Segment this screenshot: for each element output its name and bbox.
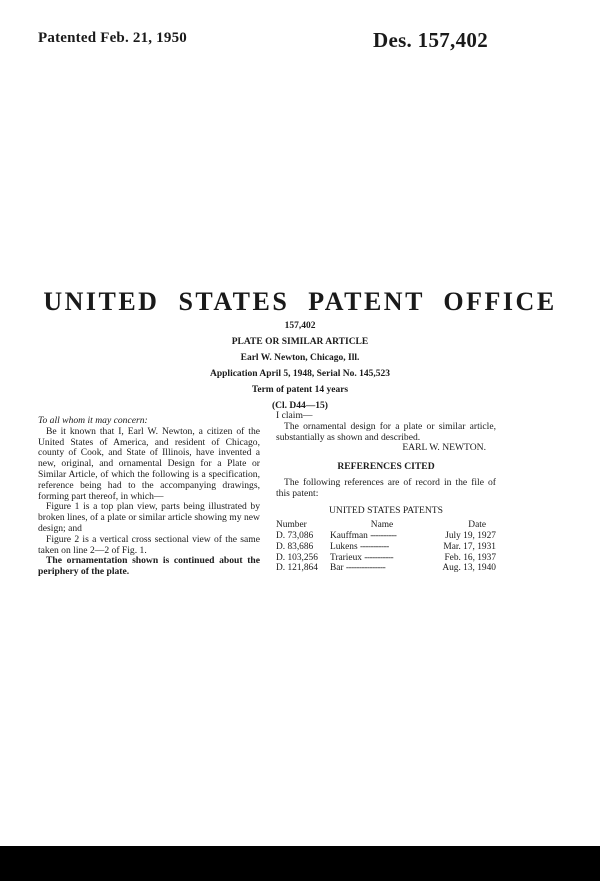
table-row	[276, 531, 496, 542]
ref-date: July 19, 1927	[445, 531, 496, 542]
salutation: To all whom it may concern:	[38, 415, 148, 426]
design-number: Des. 157,402	[372, 28, 488, 52]
patented-date: Patented Feb. 21, 1950	[38, 30, 187, 46]
spec-paragraph: The ornamentation shown is continued about the periphery of the plate.	[38, 555, 260, 578]
dot-leader: -----------	[364, 552, 394, 563]
inventor-line: Earl W. Newton, Chicago, Ill.	[240, 353, 360, 363]
specification-column	[38, 416, 260, 578]
table-row	[276, 563, 496, 574]
references-title: REFERENCES CITED	[337, 461, 435, 473]
ref-name-text: Kauffman	[330, 531, 368, 542]
classification-line: (Cl. D44—15)	[272, 401, 328, 411]
patent-number: 157,402	[284, 321, 316, 331]
ref-number: D. 83,686	[276, 541, 314, 552]
ref-name	[330, 553, 434, 564]
column-header-date: Date	[468, 520, 486, 531]
column-header-name: Name	[370, 520, 394, 531]
claim-column	[276, 411, 496, 574]
ref-date: Mar. 17, 1931	[443, 541, 496, 552]
ref-name-text: Trarieux	[330, 552, 362, 563]
scan-border-bar	[0, 846, 600, 881]
ref-number: D. 103,256	[276, 552, 318, 563]
ref-name-text: Bar	[330, 563, 344, 574]
column-header-number: Number	[276, 520, 307, 531]
ref-number: D. 73,086	[276, 531, 314, 542]
ref-number: D. 121,864	[276, 563, 318, 574]
claim-text: The ornamental design for a plate or similar article, substantially as shown and described.	[276, 420, 496, 443]
references-intro: The following references are of record in the file of this patent:	[276, 476, 496, 499]
office-heading: UNITED STATES PATENT OFFICE	[43, 287, 557, 316]
ref-name-text: Lukens	[330, 541, 358, 552]
ref-date: Feb. 16, 1937	[444, 552, 496, 563]
dot-leader: -----------	[359, 541, 389, 552]
patent-title: PLATE OR SIMILAR ARTICLE	[231, 337, 369, 347]
dot-leader: ----------	[370, 531, 397, 542]
table-row	[276, 542, 496, 553]
term-line: Term of patent 14 years	[251, 385, 349, 395]
application-line: Application April 5, 1948, Serial No. 145,523	[210, 369, 390, 379]
claim-intro: I claim—	[276, 410, 313, 421]
spec-paragraph: Figure 2 is a vertical cross sectional view of the same taken on line 2—2 of Fig. 1.	[38, 533, 260, 556]
us-patents-subtitle: UNITED STATES PATENTS	[328, 504, 443, 516]
references-header-row	[276, 520, 496, 531]
ref-name	[330, 531, 434, 542]
spec-paragraph: Be it known that I, Earl W. Newton, a citizen of the United States of America, and resident of Chicago, county of Cook, and State of Illinois, have invented a new, original, and ornamental Design for a Plate or Similar Article, of which the following is a specification, reference being had to the accompanying drawings, forming part thereof, in which—	[38, 425, 260, 502]
ref-name	[330, 563, 434, 574]
dot-leader: ---------------	[345, 563, 386, 574]
inventor-signature: EARL W. NEWTON.	[402, 442, 486, 454]
ref-date: Aug. 13, 1940	[442, 563, 496, 574]
ref-name	[330, 542, 434, 553]
table-row	[276, 553, 496, 564]
spec-paragraph: Figure 1 is a top plan view, parts being illustrated by broken lines, of a plate or similar article showing my new design; and	[38, 501, 260, 534]
references-table	[276, 520, 496, 573]
